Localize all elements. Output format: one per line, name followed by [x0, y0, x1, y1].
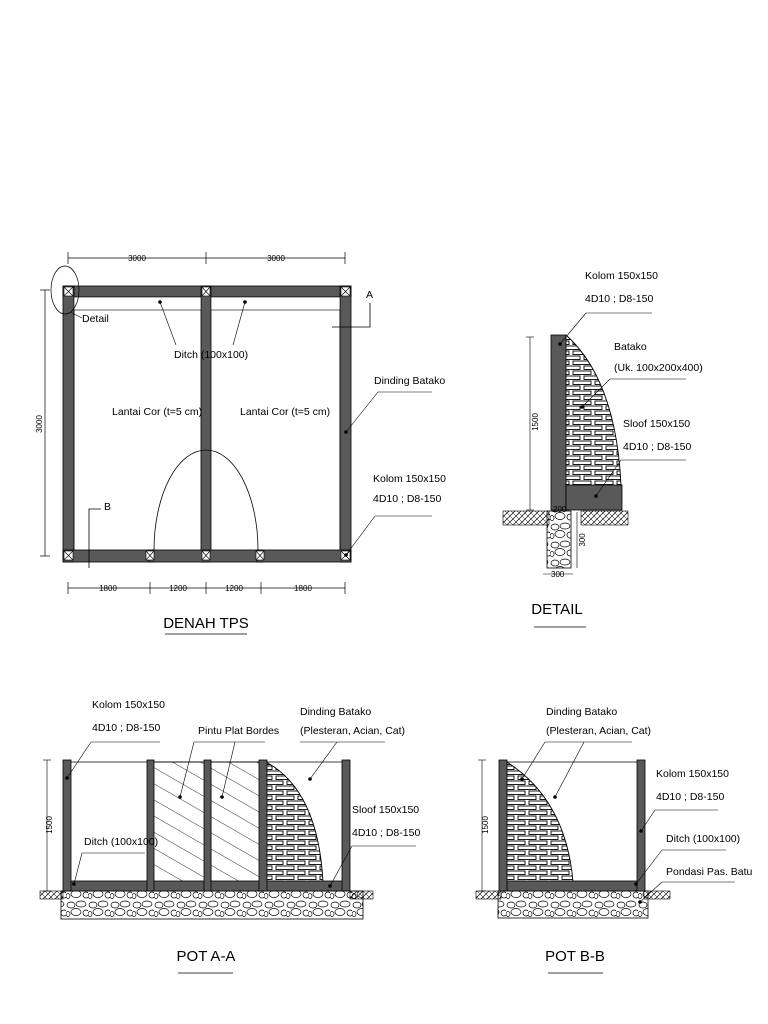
aa-column-label: Kolom 150x150 [92, 699, 165, 711]
plan-column-label: Kolom 150x150 [373, 473, 446, 485]
dim-top-left: 3000 [128, 254, 146, 263]
dim-bottom-4: 1800 [294, 584, 312, 593]
plan-top-dimension [68, 252, 345, 264]
aa-wall-finish: (Plesteran, Acian, Cat) [300, 725, 406, 737]
detail-column-label: Kolom 150x150 [585, 270, 658, 282]
detail-sloof-label: Sloof 150x150 [623, 418, 691, 430]
dim-bottom-2: 1200 [169, 584, 187, 593]
detail-foundation [547, 511, 571, 568]
detail-title: DETAIL [531, 601, 583, 618]
plan-column-rebar: 4D10 ; D8-150 [373, 493, 442, 505]
bb-wall-finish: (Plesteran, Acian, Cat) [546, 725, 652, 737]
aa-brick-wall [266, 762, 326, 882]
detail-sloof [566, 485, 622, 510]
section-aa-view [40, 699, 420, 973]
section-bb-view [476, 706, 753, 973]
dim-side: 3000 [35, 415, 44, 433]
plan-bottom-dimension [68, 582, 345, 594]
bb-ditch-label: Ditch (100x100) [666, 833, 741, 845]
detail-view [503, 270, 703, 627]
bb-foundation-label: Pondasi Pas. Batu [666, 866, 753, 878]
ditch-label: Ditch (100x100) [174, 349, 249, 361]
bb-dim-height: 1500 [481, 816, 490, 834]
section-b-label: B [104, 501, 112, 513]
bb-title: POT B-B [545, 948, 605, 965]
dim-bottom-3: 1200 [225, 584, 243, 593]
dim-bottom-1: 1800 [99, 584, 117, 593]
column-leader [344, 473, 446, 557]
detail-column [551, 335, 566, 510]
bb-column-rebar: 4D10 ; D8-150 [656, 791, 725, 803]
section-a-label: A [366, 289, 374, 301]
aa-sloof-rebar: 4D10 ; D8-150 [352, 827, 421, 839]
aa-door-left [153, 762, 205, 882]
aa-ditch-label: Ditch (100x100) [84, 836, 159, 848]
plan-side-dimension [35, 290, 50, 556]
bb-wall-label: Dinding Batako [546, 706, 618, 718]
aa-foundation [61, 891, 363, 919]
floor-right-label: Lantai Cor (t=5 cm) [240, 406, 331, 418]
plan-view [35, 252, 446, 634]
detail-column-rebar: 4D10 ; D8-150 [585, 293, 654, 305]
aa-door-right [211, 762, 261, 882]
detail-tag: Detail [82, 313, 109, 325]
aa-dim-height: 1500 [45, 816, 54, 834]
aa-wall-label: Dinding Batako [300, 706, 372, 718]
wall-leader [344, 375, 445, 434]
plan-title: DENAH TPS [163, 615, 249, 632]
aa-title: POT A-A [176, 948, 236, 965]
aa-sloof-label: Sloof 150x150 [352, 804, 420, 816]
bb-brick-wall [507, 762, 577, 882]
bb-foundation [498, 891, 648, 918]
aa-door-label: Pintu Plat Bordes [198, 725, 280, 737]
bb-sloof [507, 881, 637, 891]
plan-wall-label: Dinding Batako [374, 375, 446, 387]
detail-dim-found-h: 300 [578, 533, 587, 547]
floor-left-label: Lantai Cor (t=5 cm) [112, 406, 203, 418]
detail-block-label: Batako [614, 341, 647, 353]
detail-dim-found-w: 300 [551, 570, 565, 579]
dim-top-right: 3000 [267, 254, 285, 263]
detail-dim-sloof: 200 [553, 505, 567, 514]
detail-block-size: (Uk. 100x200x400) [614, 362, 703, 374]
plan-walls [63, 286, 351, 562]
aa-column-rebar: 4D10 ; D8-150 [92, 722, 161, 734]
detail-dim-height: 1500 [531, 413, 540, 431]
detail-sloof-rebar: 4D10 ; D8-150 [623, 441, 692, 453]
bb-column-label: Kolom 150x150 [656, 768, 729, 780]
